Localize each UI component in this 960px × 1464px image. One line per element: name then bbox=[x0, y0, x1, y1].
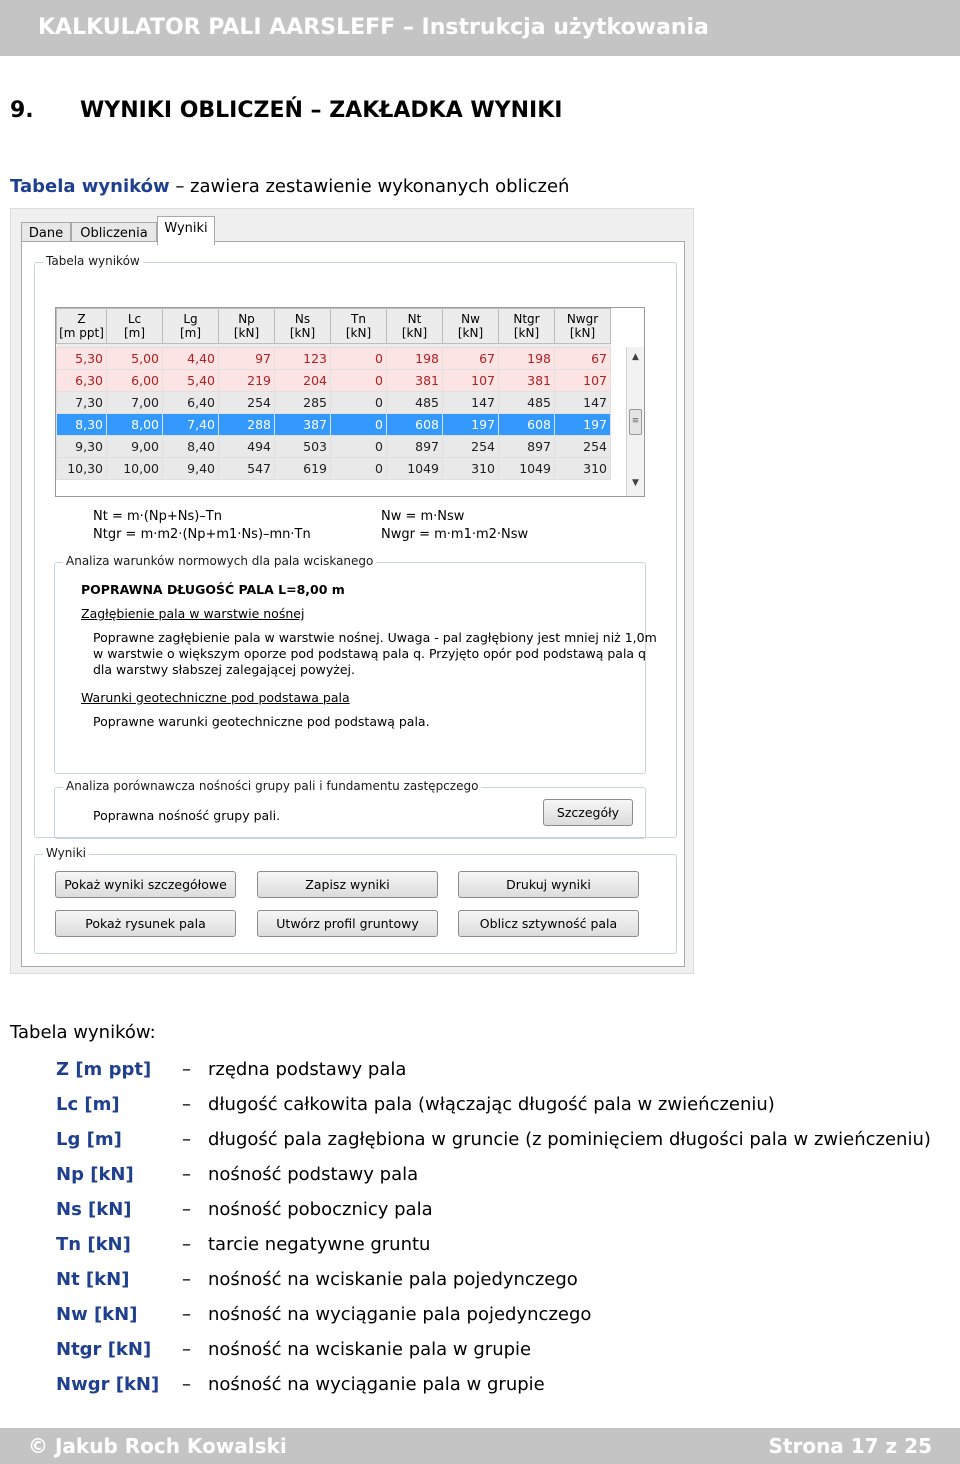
legend-description: nośność pobocznicy pala bbox=[208, 1199, 433, 1220]
table-cell: 219 bbox=[219, 370, 275, 392]
group-analysis-group bbox=[54, 779, 646, 839]
table-cell: 198 bbox=[499, 348, 555, 370]
column-header-name: Nwgr bbox=[566, 312, 599, 326]
table-cell: 107 bbox=[555, 370, 611, 392]
table-cell: 198 bbox=[387, 348, 443, 370]
legend-key: Z [m ppt] bbox=[56, 1059, 152, 1080]
footer-page-number: Strona 17 z 25 bbox=[768, 1434, 932, 1458]
legend-key: Nw [kN] bbox=[56, 1304, 138, 1325]
legend-dash: – bbox=[182, 1164, 191, 1185]
formula-nt: Nt = m·(Np+Ns)–Tn bbox=[93, 509, 222, 524]
table-cell: 897 bbox=[387, 436, 443, 458]
column-header-name: Lg bbox=[183, 312, 198, 326]
column-header[interactable] bbox=[443, 309, 499, 344]
formula-nw: Nw = m·Nsw bbox=[381, 509, 465, 524]
table-row[interactable] bbox=[57, 458, 611, 480]
legend-key: Tn [kN] bbox=[56, 1234, 131, 1255]
intro-text: – zawiera zestawienie wykonanych obliczeń bbox=[169, 176, 570, 197]
legend-description: nośność podstawy pala bbox=[208, 1164, 419, 1185]
table-cell: 197 bbox=[555, 414, 611, 436]
column-header-unit: [kN] bbox=[345, 326, 372, 340]
results-group bbox=[34, 254, 677, 838]
formula-nwgr: Nwgr = m·m1·m2·Nsw bbox=[381, 527, 529, 542]
column-header[interactable] bbox=[57, 309, 107, 344]
table-cell: 7,00 bbox=[107, 392, 163, 414]
table-cell: 494 bbox=[219, 436, 275, 458]
legend-heading: Tabela wyników: bbox=[10, 1022, 156, 1043]
table-cell: 0 bbox=[331, 458, 387, 480]
wyniki-panel bbox=[21, 241, 685, 967]
column-header[interactable] bbox=[499, 309, 555, 344]
table-cell: 8,40 bbox=[163, 436, 219, 458]
table-cell: 197 bbox=[443, 414, 499, 436]
table-cell: 254 bbox=[443, 436, 499, 458]
legend-dash: – bbox=[182, 1304, 191, 1325]
table-cell: 0 bbox=[331, 348, 387, 370]
table-cell: 503 bbox=[275, 436, 331, 458]
tab-dane[interactable]: Dane bbox=[21, 222, 71, 244]
table-cell: 107 bbox=[443, 370, 499, 392]
show-details-button[interactable]: Pokaż wyniki szczegółowe bbox=[55, 871, 236, 898]
section-heading: WYNIKI OBLICZEŃ – ZAKŁADKA WYNIKI bbox=[80, 98, 563, 123]
column-header[interactable] bbox=[275, 309, 331, 344]
legend-description: nośność na wciskanie pala pojedynczego bbox=[208, 1269, 578, 1290]
embedment-line-1: Poprawne zagłębienie pala w warstwie nośnej. Uwaga - pal zagłębiony jest mniej niż 1,0m bbox=[93, 630, 657, 645]
legend-key: Nwgr [kN] bbox=[56, 1374, 160, 1395]
geotechnical-text: Poprawne warunki geotechniczne pod podstawą pala. bbox=[93, 714, 430, 729]
legend-description: tarcie negatywne gruntu bbox=[208, 1234, 431, 1255]
table-cell: 485 bbox=[387, 392, 443, 414]
actions-group-legend: Wyniki bbox=[43, 846, 89, 860]
column-header-unit: [kN] bbox=[233, 326, 260, 340]
legend-description: nośność na wyciąganie pala w grupie bbox=[208, 1374, 545, 1395]
legend-description: rzędna podstawy pala bbox=[208, 1059, 407, 1080]
results-group-legend: Tabela wyników bbox=[43, 254, 143, 268]
table-cell: 6,00 bbox=[107, 370, 163, 392]
table-cell: 310 bbox=[555, 458, 611, 480]
legend-key: Lc [m] bbox=[56, 1094, 120, 1115]
table-cell: 97 bbox=[219, 348, 275, 370]
table-row[interactable] bbox=[57, 370, 611, 392]
table-cell: 387 bbox=[275, 414, 331, 436]
table-row[interactable] bbox=[57, 414, 611, 436]
table-cell: 10,30 bbox=[57, 458, 107, 480]
table-cell: 67 bbox=[555, 348, 611, 370]
legend-dash: – bbox=[182, 1234, 191, 1255]
legend-description: nośność na wciskanie pala w grupie bbox=[208, 1339, 532, 1360]
print-results-button[interactable]: Drukuj wyniki bbox=[458, 871, 639, 898]
analysis-group-legend: Analiza warunków normowych dla pala wciskanego bbox=[63, 554, 376, 568]
geotechnical-heading: Warunki geotechniczne pod podstawa pala bbox=[81, 690, 350, 705]
table-cell: 1049 bbox=[387, 458, 443, 480]
group-analysis-legend: Analiza porównawcza nośności grupy pali i fundamentu zastępczego bbox=[63, 779, 481, 793]
compute-stiffness-button[interactable]: Oblicz sztywność pala bbox=[458, 910, 639, 937]
legend-key: Ns [kN] bbox=[56, 1199, 132, 1220]
column-header-unit: [kN] bbox=[569, 326, 596, 340]
intro-paragraph bbox=[10, 176, 569, 197]
group-capacity-text: Poprawna nośność grupy pali. bbox=[93, 808, 281, 823]
table-cell: 8,30 bbox=[57, 414, 107, 436]
column-header-unit: [m] bbox=[179, 326, 202, 340]
legend-dash: – bbox=[182, 1094, 191, 1115]
legend-dash: – bbox=[182, 1129, 191, 1150]
table-cell: 0 bbox=[331, 414, 387, 436]
actions-group bbox=[34, 846, 677, 954]
table-row[interactable] bbox=[57, 436, 611, 458]
table-cell: 9,00 bbox=[107, 436, 163, 458]
column-header[interactable] bbox=[331, 309, 387, 344]
table-cell: 547 bbox=[219, 458, 275, 480]
column-header-name: Lc bbox=[127, 312, 142, 326]
legend-dash: – bbox=[182, 1339, 191, 1360]
legend-dash: – bbox=[182, 1374, 191, 1395]
legend-dash: – bbox=[182, 1199, 191, 1220]
table-cell: 204 bbox=[275, 370, 331, 392]
scroll-thumb[interactable]: ≡ bbox=[629, 409, 642, 435]
section-number: 9. bbox=[10, 98, 34, 123]
formula-ntgr: Ntgr = m·m2·(Np+m1·Ns)–mn·Tn bbox=[93, 527, 311, 542]
table-cell: 67 bbox=[443, 348, 499, 370]
table-scrollbar[interactable] bbox=[626, 347, 644, 496]
table-cell: 8,00 bbox=[107, 414, 163, 436]
table-cell: 6,30 bbox=[57, 370, 107, 392]
scroll-down-icon[interactable]: ▼ bbox=[632, 478, 639, 488]
app-screenshot bbox=[10, 208, 694, 974]
analysis-verdict: POPRAWNA DŁUGOŚĆ PALA L=8,00 m bbox=[81, 582, 345, 597]
table-row[interactable] bbox=[57, 392, 611, 414]
table-cell: 6,40 bbox=[163, 392, 219, 414]
column-header-name: Np bbox=[238, 312, 255, 326]
table-cell: 288 bbox=[219, 414, 275, 436]
table-cell: 619 bbox=[275, 458, 331, 480]
table-cell: 0 bbox=[331, 392, 387, 414]
table-cell: 285 bbox=[275, 392, 331, 414]
details-button[interactable]: Szczegóły bbox=[543, 799, 633, 826]
column-header[interactable] bbox=[555, 309, 611, 344]
column-header-name: Nt bbox=[407, 312, 422, 326]
table-cell: 9,40 bbox=[163, 458, 219, 480]
table-cell: 9,30 bbox=[57, 436, 107, 458]
column-header[interactable] bbox=[387, 309, 443, 344]
table-cell: 1049 bbox=[499, 458, 555, 480]
table-cell: 254 bbox=[219, 392, 275, 414]
table-cell: 5,00 bbox=[107, 348, 163, 370]
column-header-unit: [kN] bbox=[513, 326, 540, 340]
table-row[interactable] bbox=[57, 348, 611, 370]
table-cell: 123 bbox=[275, 348, 331, 370]
table-cell: 4,40 bbox=[163, 348, 219, 370]
table-cell: 608 bbox=[499, 414, 555, 436]
legend-key: Nt [kN] bbox=[56, 1269, 130, 1290]
table-cell: 897 bbox=[499, 436, 555, 458]
tab-obliczenia[interactable]: Obliczenia bbox=[71, 222, 157, 244]
legend-key: Lg [m] bbox=[56, 1129, 122, 1150]
legend-key: Np [kN] bbox=[56, 1164, 134, 1185]
legend-key: Ntgr [kN] bbox=[56, 1339, 152, 1360]
embedment-heading: Zagłębienie pala w warstwie nośnej bbox=[81, 606, 305, 621]
table-cell: 7,40 bbox=[163, 414, 219, 436]
column-header-name: Ns bbox=[294, 312, 311, 326]
table-cell: 7,30 bbox=[57, 392, 107, 414]
column-header-name: Z bbox=[77, 312, 86, 326]
results-grid bbox=[56, 308, 611, 480]
table-cell: 5,30 bbox=[57, 348, 107, 370]
create-profile-button[interactable]: Utwórz profil gruntowy bbox=[257, 910, 438, 937]
table-cell: 608 bbox=[387, 414, 443, 436]
table-cell: 10,00 bbox=[107, 458, 163, 480]
save-results-button[interactable]: Zapisz wyniki bbox=[257, 871, 438, 898]
column-header-unit: [kN] bbox=[401, 326, 428, 340]
analysis-group bbox=[54, 554, 657, 774]
legend-dash: – bbox=[182, 1059, 191, 1080]
footer-author: © Jakub Roch Kowalski bbox=[28, 1434, 287, 1458]
table-cell: 5,40 bbox=[163, 370, 219, 392]
page-header-title: KALKULATOR PALI AARSLEFF – Instrukcja użytkowania bbox=[38, 15, 709, 40]
section-title bbox=[10, 98, 562, 123]
column-header[interactable] bbox=[107, 309, 163, 344]
table-cell: 381 bbox=[387, 370, 443, 392]
table-cell: 485 bbox=[499, 392, 555, 414]
table-header-row bbox=[57, 309, 611, 344]
column-header[interactable] bbox=[163, 309, 219, 344]
table-cell: 381 bbox=[499, 370, 555, 392]
legend-description: długość pala zagłębiona w gruncie (z pominięciem długości pala w zwieńczeniu) bbox=[208, 1129, 931, 1150]
table-cell: 254 bbox=[555, 436, 611, 458]
column-header-unit: [kN] bbox=[289, 326, 316, 340]
table-cell: 147 bbox=[555, 392, 611, 414]
table-body bbox=[57, 344, 611, 480]
embedment-line-2: w warstwie o większym oporze pod podstawą pala q. Przyjęto opór pod podstawą pala q bbox=[93, 646, 646, 661]
show-drawing-button[interactable]: Pokaż rysunek pala bbox=[55, 910, 236, 937]
column-header-unit: [kN] bbox=[457, 326, 484, 340]
column-header-name: Ntgr bbox=[513, 312, 540, 326]
results-table[interactable] bbox=[55, 307, 645, 497]
scroll-up-icon[interactable]: ▲ bbox=[632, 352, 639, 362]
column-header-unit: [m] bbox=[123, 326, 146, 340]
legend-description: długość całkowita pala (włączając długość pala w zwieńczeniu) bbox=[208, 1094, 775, 1115]
legend-dash: – bbox=[182, 1269, 191, 1290]
column-header-name: Tn bbox=[351, 312, 366, 326]
column-header-name: Nw bbox=[461, 312, 480, 326]
table-cell: 0 bbox=[331, 370, 387, 392]
table-cell: 147 bbox=[443, 392, 499, 414]
table-cell: 0 bbox=[331, 436, 387, 458]
column-header-unit: [m ppt] bbox=[59, 326, 104, 340]
intro-highlight: Tabela wyników bbox=[10, 176, 170, 197]
table-cell: 310 bbox=[443, 458, 499, 480]
embedment-line-3: dla warstwy słabszej zalegającej powyżej. bbox=[93, 662, 355, 677]
legend-description: nośność na wyciąganie pala pojedynczego bbox=[208, 1304, 592, 1325]
tab-wyniki[interactable]: Wyniki bbox=[157, 216, 215, 245]
column-header[interactable] bbox=[219, 309, 275, 344]
